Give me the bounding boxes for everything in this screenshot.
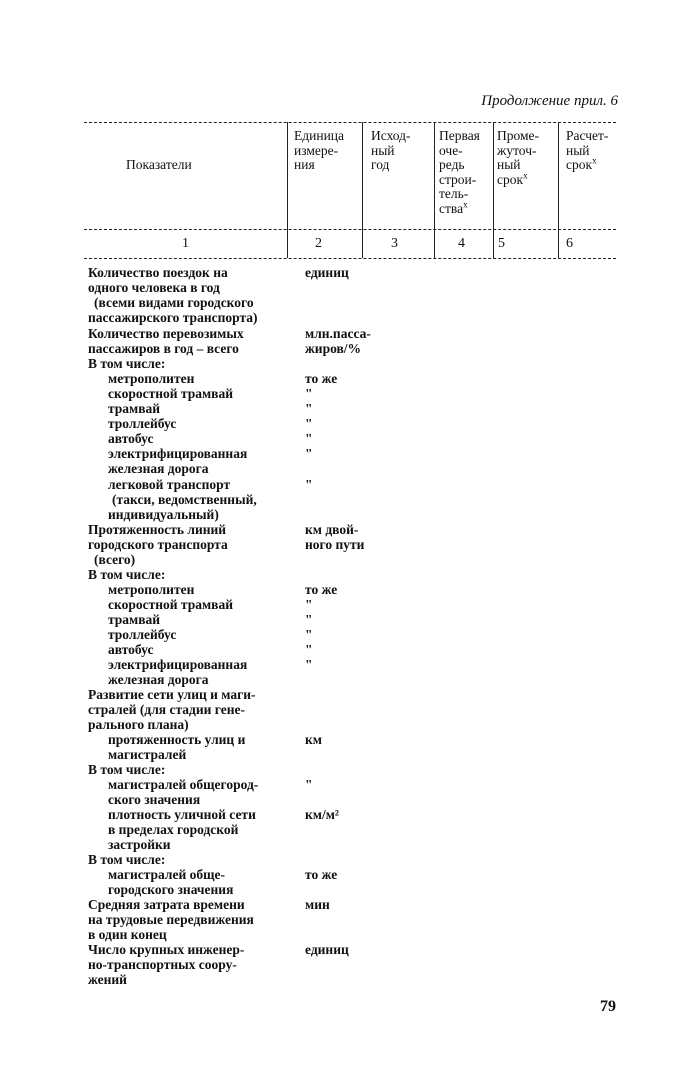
row-indicator: Количество перевозимых bbox=[88, 326, 244, 341]
row-indicator: ского значения bbox=[108, 792, 201, 807]
row-unit: жиров/% bbox=[305, 341, 362, 356]
column-number: 5 bbox=[498, 236, 505, 251]
column-number: 4 bbox=[458, 236, 465, 251]
row-indicator: (всего) bbox=[94, 552, 136, 567]
row-indicator: автобус bbox=[108, 431, 154, 446]
row-unit: км двой- bbox=[305, 522, 359, 537]
row-indicator: автобус bbox=[108, 642, 154, 657]
row-unit: " bbox=[305, 657, 313, 672]
row-indicator: метрополитен bbox=[108, 582, 195, 597]
row-indicator: трамвай bbox=[108, 612, 161, 627]
row-unit: " bbox=[305, 416, 313, 431]
table-top-rule bbox=[84, 122, 616, 123]
colnum-bottom-rule bbox=[84, 258, 616, 259]
column-divider bbox=[434, 122, 435, 258]
header-line: Единица bbox=[294, 128, 345, 143]
row-indicator: городского транспорта bbox=[88, 537, 228, 552]
header-indicators: Показатели bbox=[126, 157, 192, 172]
footnote-mark: x bbox=[592, 155, 597, 166]
row-indicator: троллейбус bbox=[108, 627, 177, 642]
header-first-stage bbox=[439, 129, 480, 216]
row-indicator: электрифицированная bbox=[108, 657, 248, 672]
column-divider bbox=[493, 122, 494, 258]
row-indicator: городского значения bbox=[108, 882, 234, 897]
row-indicator: магистралей обще- bbox=[108, 867, 226, 882]
row-indicator: Протяженность линий bbox=[88, 522, 227, 537]
row-indicator: (такси, ведомственный, bbox=[112, 492, 257, 507]
row-unit: " bbox=[305, 431, 313, 446]
header-line: срок bbox=[566, 157, 593, 172]
row-indicator: (всеми видами городского bbox=[94, 295, 254, 310]
row-indicator: пассажиров в год – всего bbox=[88, 341, 239, 356]
row-unit: км bbox=[305, 732, 322, 747]
row-indicator: железная дорога bbox=[108, 461, 209, 476]
header-line: ный bbox=[371, 142, 395, 158]
row-unit: " bbox=[305, 642, 313, 657]
row-indicator: но-транспортных соору- bbox=[88, 957, 237, 972]
row-indicator: троллейбус bbox=[108, 416, 177, 431]
row-indicator: стралей (для стадии гене- bbox=[88, 702, 245, 717]
row-unit: мин bbox=[305, 897, 330, 912]
footnote-mark: x bbox=[463, 199, 468, 209]
row-indicator: В том числе: bbox=[88, 567, 166, 582]
header-line: Проме- bbox=[497, 128, 540, 143]
row-unit: млн.пасса- bbox=[305, 326, 371, 341]
header-line: редь bbox=[439, 157, 465, 172]
row-indicator: скоростной трамвай bbox=[108, 386, 233, 401]
row-unit: км/м² bbox=[305, 807, 339, 822]
header-bottom-rule bbox=[84, 229, 616, 230]
header-line: ния bbox=[294, 157, 315, 172]
row-unit: " bbox=[305, 597, 313, 612]
header-base-year bbox=[371, 129, 411, 173]
row-indicator: одного человека в год bbox=[88, 280, 220, 295]
row-indicator: в один конец bbox=[88, 927, 167, 942]
header-line: жуточ- bbox=[497, 142, 537, 158]
page-number: 79 bbox=[600, 998, 616, 1015]
column-number: 2 bbox=[315, 236, 322, 251]
row-indicator: железная дорога bbox=[108, 672, 209, 687]
row-unit: " bbox=[305, 386, 313, 401]
row-indicator: индивидуальный) bbox=[108, 507, 219, 522]
header-line: Первая bbox=[439, 128, 480, 143]
header-line: измере- bbox=[294, 142, 339, 158]
row-unit: " bbox=[305, 401, 313, 416]
row-unit: то же bbox=[305, 371, 338, 386]
row-indicator: застройки bbox=[108, 837, 171, 852]
column-number: 3 bbox=[391, 236, 398, 251]
row-indicator: жений bbox=[88, 972, 127, 987]
header-line: оче- bbox=[439, 142, 463, 158]
header-line: Расчет- bbox=[566, 128, 609, 143]
column-divider bbox=[558, 122, 559, 258]
row-indicator: рального плана) bbox=[88, 717, 189, 732]
row-unit: " bbox=[305, 477, 313, 492]
column-divider bbox=[362, 122, 363, 258]
header-line: срок bbox=[497, 171, 524, 187]
row-indicator: В том числе: bbox=[88, 762, 166, 777]
column-number: 1 bbox=[182, 236, 189, 251]
row-indicator: протяженность улиц и bbox=[108, 732, 246, 747]
header-line: год bbox=[371, 157, 390, 172]
row-unit: то же bbox=[305, 582, 338, 597]
row-indicator: Количество поездок на bbox=[88, 265, 228, 280]
row-unit: " bbox=[305, 612, 313, 627]
row-indicator: метрополитен bbox=[108, 371, 195, 386]
header-line: ства bbox=[439, 200, 464, 216]
row-indicator: электрифицированная bbox=[108, 446, 248, 461]
column-number: 6 bbox=[566, 236, 573, 251]
row-indicator: трамвай bbox=[108, 401, 161, 416]
row-indicator: в пределах городской bbox=[108, 822, 239, 837]
row-unit: ного пути bbox=[305, 537, 365, 552]
row-indicator: пассажирского транспорта) bbox=[88, 310, 258, 325]
page-caption: Продолжение прил. 6 bbox=[481, 93, 618, 109]
row-unit: " bbox=[305, 627, 313, 642]
row-indicator: В том числе: bbox=[88, 356, 166, 371]
row-unit: единиц bbox=[305, 265, 349, 280]
row-indicator: Развитие сети улиц и маги- bbox=[88, 687, 256, 702]
row-unit: " bbox=[305, 446, 313, 461]
row-indicator: скоростной трамвай bbox=[108, 597, 233, 612]
row-unit: единиц bbox=[305, 942, 349, 957]
row-indicator: Число крупных инженер- bbox=[88, 942, 245, 957]
header-unit bbox=[294, 129, 344, 173]
header-line: строи- bbox=[439, 171, 477, 187]
row-indicator: Средняя затрата времени bbox=[88, 897, 245, 912]
header-line: ный bbox=[566, 142, 590, 158]
row-indicator: магистралей bbox=[108, 747, 187, 762]
footnote-mark: x bbox=[523, 170, 528, 180]
row-indicator: В том числе: bbox=[88, 852, 166, 867]
column-divider bbox=[287, 122, 288, 258]
row-indicator: на трудовые передвижения bbox=[88, 912, 254, 927]
header-line: Исход- bbox=[371, 128, 411, 143]
header-line: тель- bbox=[439, 186, 469, 201]
header-intermediate-term bbox=[497, 129, 539, 187]
row-indicator: магистралей общегород- bbox=[108, 777, 259, 792]
row-indicator: плотность уличной сети bbox=[108, 807, 256, 822]
row-indicator: легковой транспорт bbox=[108, 477, 231, 492]
header-line: ный bbox=[497, 157, 521, 172]
header-projected-term bbox=[566, 129, 608, 173]
row-unit: " bbox=[305, 777, 313, 792]
row-unit: то же bbox=[305, 867, 338, 882]
